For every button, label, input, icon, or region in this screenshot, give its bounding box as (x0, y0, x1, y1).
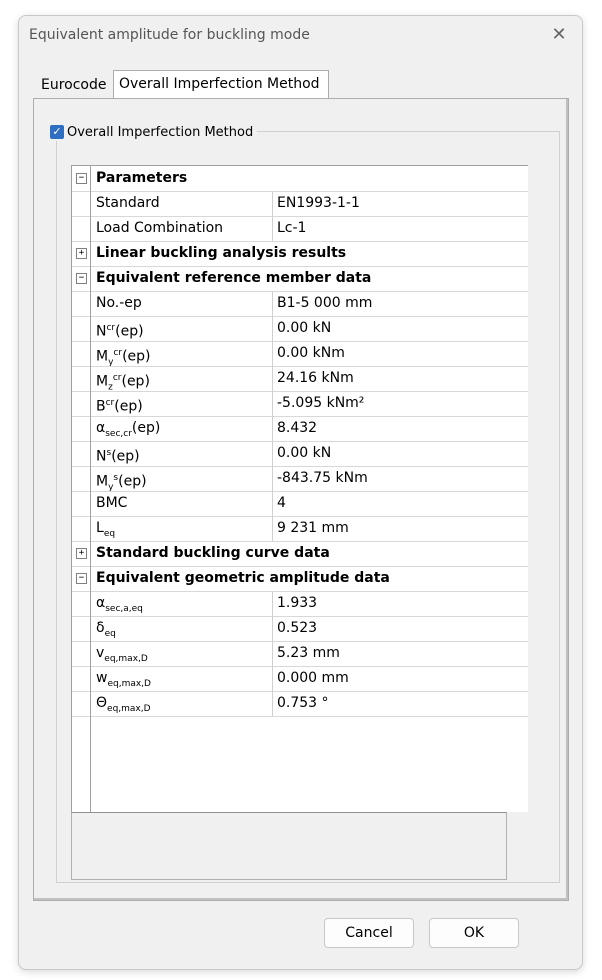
property-value: 0.000 mm (277, 670, 349, 686)
property-label: No.-ep (96, 295, 142, 311)
section-label: Parameters (96, 170, 188, 186)
property-row[interactable] (72, 516, 528, 542)
property-value: 0.523 (277, 620, 318, 636)
close-icon[interactable]: ✕ (551, 24, 567, 45)
property-value: 1.933 (277, 595, 318, 611)
property-value: -843.75 kNm (277, 470, 368, 486)
property-row[interactable] (72, 466, 528, 492)
property-label-bcr: $B^{cr}(ep)$ (96, 398, 143, 415)
property-value: 0.00 kN (277, 445, 332, 461)
property-row[interactable] (72, 691, 528, 717)
overall-imperfection-checkbox-row[interactable] (50, 123, 257, 141)
section-label: Standard buckling curve data (96, 545, 330, 561)
property-value: 9 231 mm (277, 520, 349, 536)
property-row[interactable] (72, 366, 528, 392)
section-row-equivalent-reference (72, 266, 528, 292)
tab-panel (33, 98, 569, 901)
property-label: Load Combination (96, 220, 224, 236)
cancel-button[interactable]: Cancel (324, 918, 414, 948)
property-label-leq: $L_{eq}$ (96, 520, 116, 539)
property-label-mycr: $M_y^{cr}(ep)$ (96, 348, 151, 366)
tab-overall-imperfection-method[interactable]: Overall Imperfection Method (113, 70, 329, 99)
property-row[interactable] (72, 641, 528, 667)
property-value: 24.16 kNm (277, 370, 354, 386)
expand-icon[interactable]: + (76, 248, 87, 259)
property-label-delta-eq: $\delta_{eq}$ (96, 620, 116, 639)
property-row[interactable] (72, 316, 528, 342)
property-label-w-eq-max: $w_{eq,max,D}$ (96, 670, 151, 689)
property-value: Lc-1 (277, 220, 307, 236)
property-label-alpha-sec-a-eq: $\alpha_{sec,a,eq}$ (96, 595, 143, 614)
property-value: 0.00 kNm (277, 345, 345, 361)
collapse-icon[interactable]: − (76, 573, 87, 584)
property-row[interactable] (72, 441, 528, 467)
property-label: Standard (96, 195, 160, 211)
property-row[interactable] (72, 291, 528, 317)
section-label: Linear buckling analysis results (96, 245, 347, 261)
property-value: 8.432 (277, 420, 318, 436)
dialog-window (18, 15, 583, 970)
property-row[interactable] (72, 491, 528, 517)
property-row[interactable] (72, 666, 528, 692)
property-row[interactable] (72, 216, 528, 242)
property-value: 0.753 ° (277, 695, 329, 711)
property-label-ncr: $N^{cr}(ep)$ (96, 323, 144, 340)
section-row-equivalent-geometric (72, 566, 528, 592)
property-grid (71, 165, 528, 812)
overall-imperfection-checkbox-label: Overall Imperfection Method (67, 124, 254, 140)
grid-gutter (72, 716, 91, 812)
section-row-linear-buckling (72, 241, 528, 267)
property-label-alpha-sec-cr: $\alpha_{sec,cr}(ep)$ (96, 420, 161, 439)
property-label-theta-eq-max: $\Theta_{eq,max,D}$ (96, 695, 151, 714)
property-label-mys: $M_y^s(ep)$ (96, 473, 147, 491)
property-label-v-eq-max: $v_{eq,max,D}$ (96, 645, 148, 664)
property-row[interactable] (72, 616, 528, 642)
property-value: 0.00 kN (277, 320, 332, 336)
property-row[interactable] (72, 416, 528, 442)
section-label: Equivalent geometric amplitude data (96, 570, 390, 586)
property-value: 5.23 mm (277, 645, 340, 661)
property-row[interactable] (72, 341, 528, 367)
property-row[interactable] (72, 591, 528, 617)
property-value: B1-5 000 mm (277, 295, 373, 311)
property-value: EN1993-1-1 (277, 195, 360, 211)
section-row-parameters (72, 166, 528, 192)
property-label-mzcr: $M_z^{cr}(ep)$ (96, 373, 150, 391)
property-value: 4 (277, 495, 286, 511)
dialog-title: Equivalent amplitude for buckling mode (29, 27, 310, 43)
property-label-ns: $N^s(ep)$ (96, 448, 140, 465)
property-row[interactable] (72, 391, 528, 417)
property-value: -5.095 kNm² (277, 395, 365, 411)
tab-eurocode[interactable]: Eurocode (35, 71, 113, 99)
checkbox-checked-icon[interactable]: ✓ (50, 125, 64, 139)
section-label: Equivalent reference member data (96, 270, 372, 286)
collapse-icon[interactable]: − (76, 173, 87, 184)
property-row[interactable] (72, 191, 528, 217)
property-label: BMC (96, 495, 128, 511)
ok-button[interactable]: OK (429, 918, 519, 948)
collapse-icon[interactable]: − (76, 273, 87, 284)
description-pane (71, 812, 507, 880)
section-row-standard-buckling-curve (72, 541, 528, 567)
expand-icon[interactable]: + (76, 548, 87, 559)
